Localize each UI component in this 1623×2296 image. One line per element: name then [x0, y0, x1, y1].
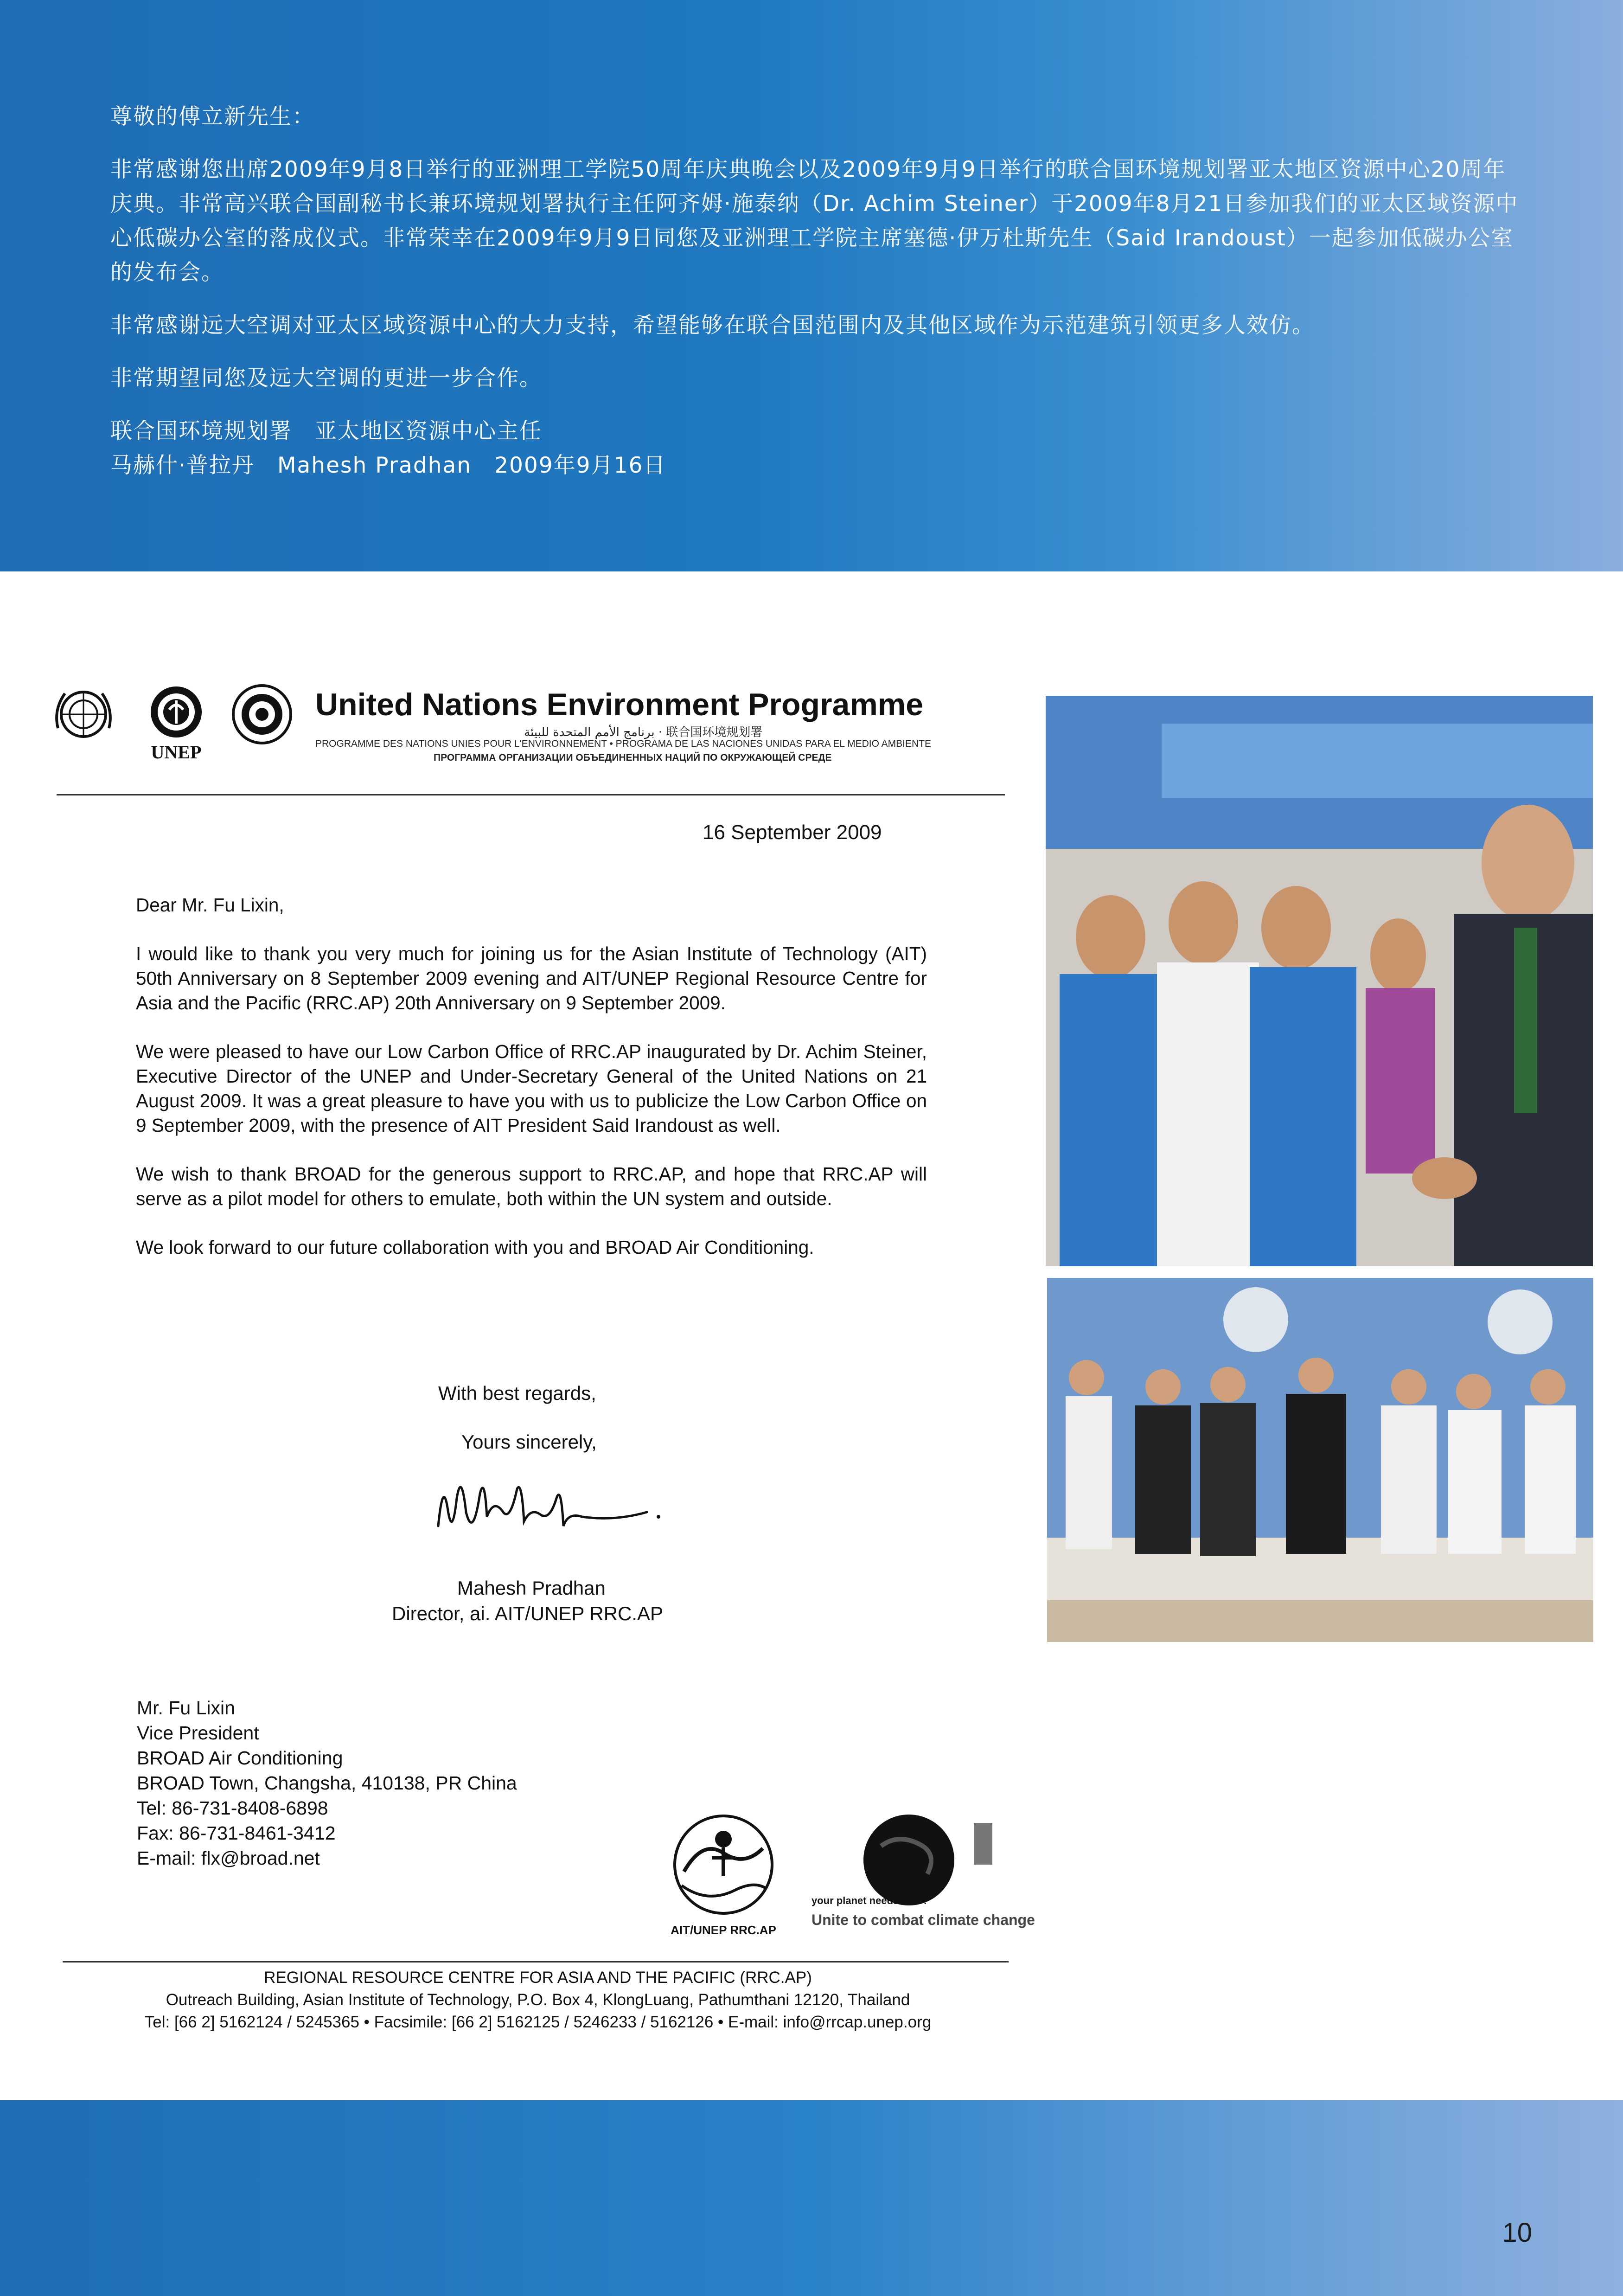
letter-body: [136, 893, 927, 1284]
svg-text:Unite to combat climate change: Unite to combat climate change: [812, 1911, 1035, 1928]
letter-salutation: Dear Mr. Fu Lixin,: [136, 894, 284, 916]
handshake-photo: [1046, 696, 1593, 1266]
footer-address: Outreach Building, Asian Institute of Technology, P.O. Box 4, KlongLuang, Pathumthani 12120, Thailand: [166, 1991, 910, 2009]
letterhead-arabic-chinese: برنامج الأمم المتحدة للبيئة · 联合国环境规划署: [524, 725, 763, 739]
letter-paragraph-4: We look forward to our future collaboration with you and BROAD Air Conditioning.: [136, 1237, 814, 1258]
letter-regards: With best regards,: [438, 1382, 596, 1404]
climate-campaign-logo-icon: [802, 1814, 1035, 1939]
letter-paragraph-2: We were pleased to have our Low Carbon Office of RRC.AP inaugurated by Dr. Achim Steiner, Executive Director of the UNEP and Under-Secretary General of the United Nations on 21 August 2009. It was a great pleasure to have you with us to publicize the Low Carbon Office on 9 September 2009, with the presence of AIT President Said Irandoust as well.: [136, 1041, 927, 1136]
unep-logo-icon: [137, 682, 216, 765]
letterhead-french-spanish: PROGRAMME DES NATIONS UNIES POUR L'ENVIRONNEMENT • PROGRAMA DE LAS NACIONES UNIDAS PARA EL MEDIO AMBIENTE: [315, 738, 931, 749]
letter-paragraph-3: We wish to thank BROAD for the generous support to RRC.AP, and hope that RRC.AP will serve as a pilot model for others to emulate, both within the UN system and outside.: [136, 1163, 927, 1209]
chinese-signature-line-1: 联合国环境规划署 亚太地区资源中心主任: [110, 418, 542, 444]
chinese-paragraph-1: 非常感谢您出席2009年9月8日举行的亚洲理工学院50周年庆典晚会以及2009年9月9日举行的联合国环境规划署亚太地区资源中心20周年庆典。非常高兴联合国副秘书长兼环境规划署执行主任阿齐姆·施泰纳（Dr. Achim Steiner）于2009年8月21日参加我们的亚太区域资源中心低碳办公室的落成仪式。非常荣幸在2009年9月9日同您及亚洲理工学院主席塞德·伊万杜斯先生（Said Irandoust）一起参加低碳办公室的发布会。: [110, 157, 1519, 285]
letterhead-org-name: United Nations Environment Programme: [315, 687, 924, 722]
svg-text:AIT/UNEP RRC.AP: AIT/UNEP RRC.AP: [671, 1923, 776, 1937]
chinese-paragraph-3: 非常期望同您及远大空调的更进一步合作。: [110, 366, 542, 391]
footer-contact: Tel: [66 2] 5162124 / 5245365 • Facsimile: [66 2] 5162125 / 5246233 / 5162126 • E-mail: info@rrcap.unep.org: [144, 2013, 932, 2031]
letter-paragraph-1: I would like to thank you very much for joining us for the Asian Institute of Technology (AIT) 50th Anniversary on 8 September 2009 evening and AIT/UNEP Regional Resource Centre for Asia and the Pacific (RRC.AP) 20th Anniversary on 9 September 2009.: [136, 943, 927, 1013]
ait-seal-icon: [225, 682, 299, 751]
english-letter-scan: [0, 668, 1034, 2050]
page-number: 10: [1502, 2218, 1532, 2248]
recipient-line: BROAD Air Conditioning: [137, 1747, 343, 1769]
un-emblem-icon: [44, 682, 123, 747]
footer-org: REGIONAL RESOURCE CENTRE FOR ASIA AND THE PACIFIC (RRC.AP): [264, 1969, 812, 1987]
footer-divider: [63, 1961, 1009, 1963]
letterhead-russian: ПРОГРАММА ОРГАНИЗАЦИИ ОБЪЕДИНЕННЫХ НАЦИЙ ПО ОКРУЖАЮЩЕЙ СРЕДЕ: [434, 752, 832, 763]
recipient-address: [137, 1695, 517, 1871]
letter-footer: [74, 1967, 1002, 2033]
group-photo: [1047, 1278, 1593, 1642]
svg-text:your planet needs YOU!: your planet needs YOU!: [812, 1895, 927, 1906]
signer-name: Mahesh Pradhan: [457, 1577, 606, 1599]
chinese-paragraph-2: 非常感谢远大空调对亚太区域资源中心的大力支持，希望能够在联合国范围内及其他区域作为示范建筑引领更多人效仿。: [110, 313, 1315, 338]
recipient-line: E-mail: flx@broad.net: [137, 1847, 320, 1869]
recipient-line: Fax: 86-731-8461-3412: [137, 1822, 336, 1844]
recipient-line: BROAD Town, Changsha, 410138, PR China: [137, 1772, 517, 1794]
letterhead-divider: [57, 794, 1005, 795]
recipient-line: Mr. Fu Lixin: [137, 1697, 235, 1719]
svg-text:UNEP: UNEP: [151, 742, 202, 763]
handwritten-signature: [429, 1470, 670, 1545]
bottom-banner: [0, 2100, 1623, 2296]
chinese-greeting: 尊敬的傅立新先生：: [110, 104, 315, 129]
chinese-letter: [110, 100, 1520, 483]
letter-date: 16 September 2009: [703, 821, 882, 844]
letterhead-logos: [44, 682, 304, 765]
signer-title: Director, ai. AIT/UNEP RRC.AP: [392, 1603, 664, 1624]
recipient-line: Tel: 86-731-8408-6898: [137, 1797, 328, 1819]
rrc-ap-logo-icon: [665, 1811, 781, 1941]
chinese-signature-line-2: 马赫什·普拉丹 Mahesh Pradhan 2009年9月16日: [110, 453, 666, 478]
recipient-line: Vice President: [137, 1722, 259, 1744]
letter-sincerely: Yours sincerely,: [461, 1431, 597, 1453]
